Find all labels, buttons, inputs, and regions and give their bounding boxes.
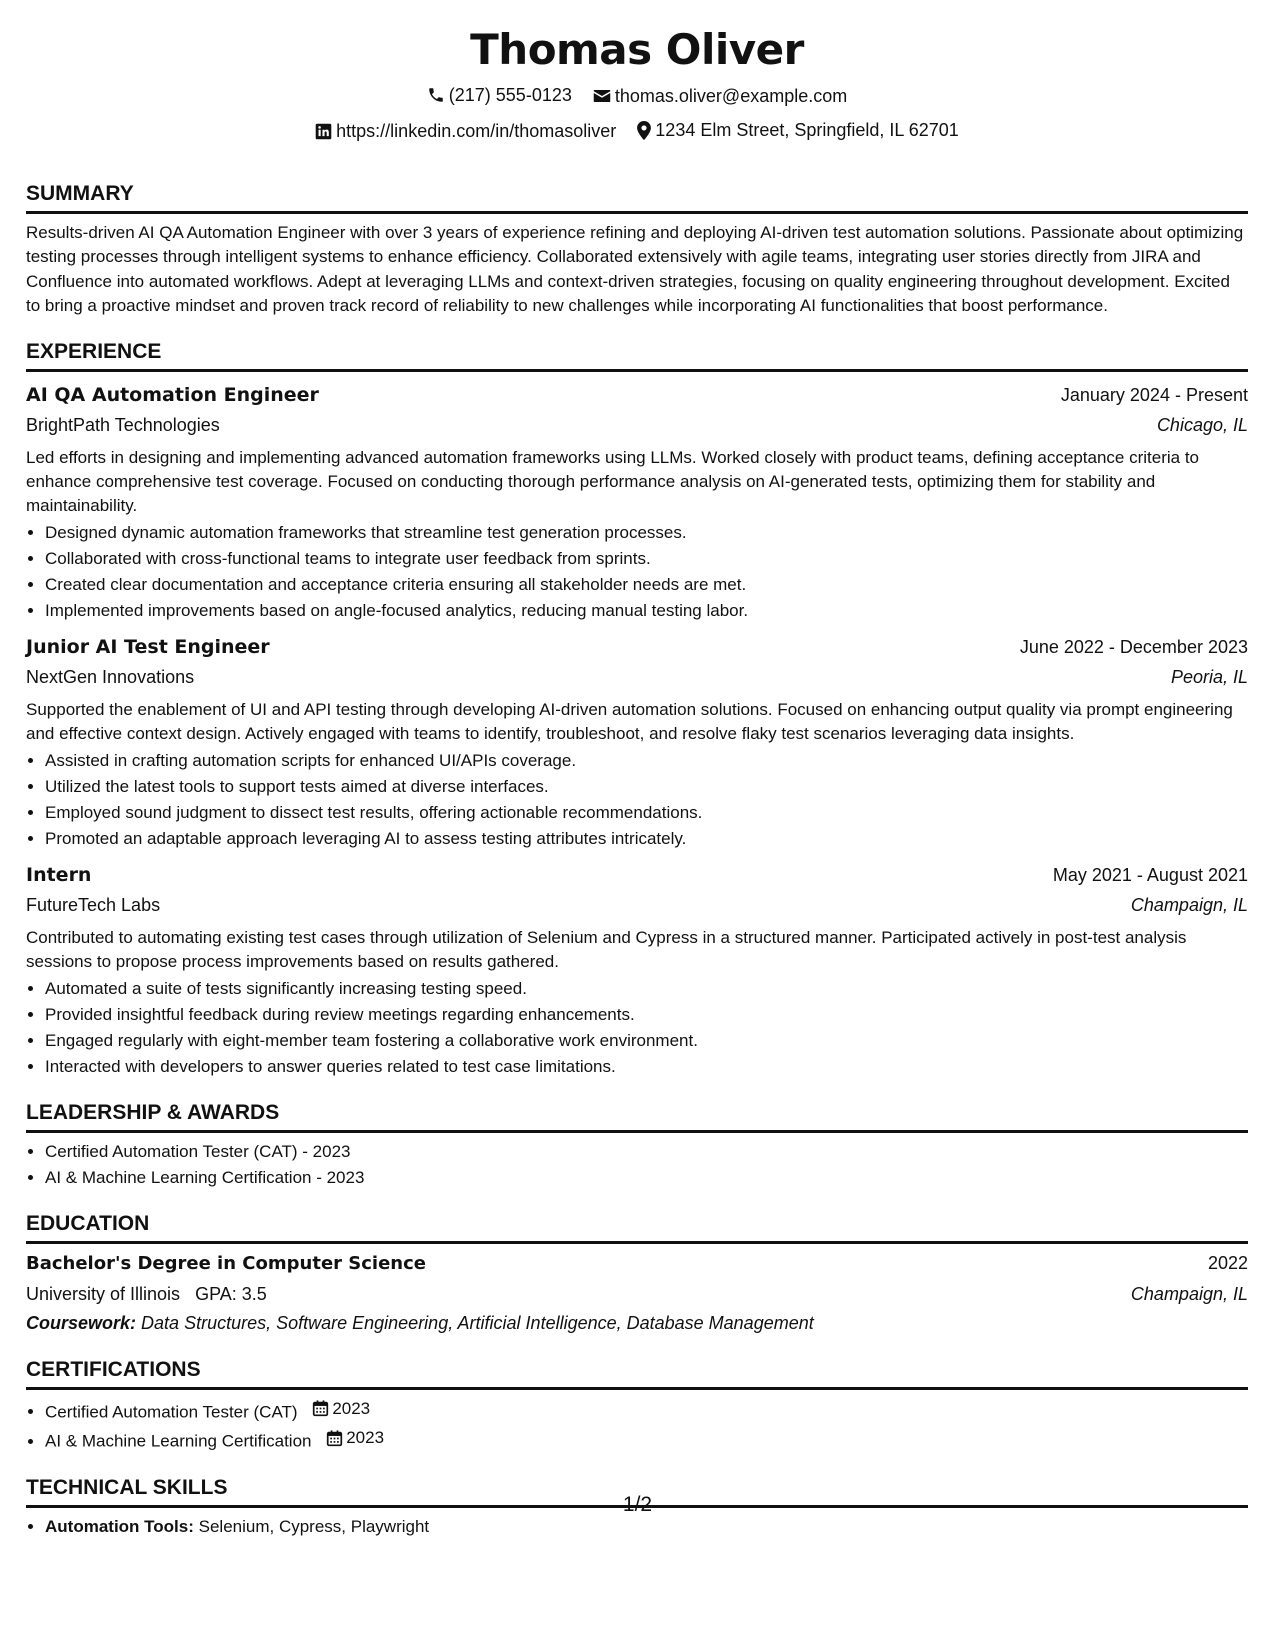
job-company-row xyxy=(26,890,1248,920)
list-item xyxy=(45,1396,1248,1426)
list-item: • Created clear documentation and acceptance criteria ensuring all stakeholder needs are met. xyxy=(45,572,1248,598)
job-date: May 2021 - August 2021 xyxy=(1052,864,1248,885)
gpa: GPA: 3.5 xyxy=(195,1283,267,1304)
experience-section xyxy=(26,339,1248,1080)
list-item: • Assisted in crafting automation scripts for enhanced UI/APIs coverage. xyxy=(45,748,1248,774)
job-company: FutureTech Labs xyxy=(26,894,161,915)
candidate-name: Thomas Oliver xyxy=(470,25,804,74)
envelope-icon xyxy=(593,88,611,104)
job-location: Champaign, IL xyxy=(1130,894,1248,915)
job-description: Led efforts in designing and implementing advanced automation frameworks using LLMs. Worked closely with product teams, defining acceptance criteria to enhance comprehensive test coverage. Focused on conducting thorough performance analysis on AI-generated tests, optimizing them for stability and maintainability. xyxy=(26,447,1199,515)
list-item: • Automated a suite of tests significantly increasing testing speed. xyxy=(45,976,1248,1002)
page-indicator: 1/2 xyxy=(622,1493,653,1516)
coursework xyxy=(26,1309,1248,1337)
school-info xyxy=(26,1279,267,1309)
job-entry xyxy=(26,860,1248,1080)
skill-value: Selenium, Cypress, Playwright xyxy=(198,1516,430,1536)
job-company-row xyxy=(26,662,1248,692)
education-section xyxy=(26,1211,1248,1337)
job-bullets xyxy=(26,976,1248,1080)
school-location: Champaign, IL xyxy=(1130,1283,1248,1304)
job-date: June 2022 - December 2023 xyxy=(1019,636,1248,657)
linkedin-contact[interactable] xyxy=(315,120,616,142)
calendar-icon xyxy=(312,1400,329,1417)
email-contact[interactable] xyxy=(593,85,847,107)
certifications-list xyxy=(26,1396,1248,1455)
list-item xyxy=(45,1425,1248,1455)
skill-label: Automation Tools: xyxy=(45,1516,194,1536)
phone-text: (217) 555-0123 xyxy=(448,85,572,105)
job-date: January 2024 - Present xyxy=(1060,384,1248,405)
address-text: 1234 Elm Street, Springfield, IL 62701 xyxy=(655,120,959,140)
list-item: • Utilized the latest tools to support tests aimed at diverse interfaces. xyxy=(45,774,1248,800)
list-item: • Designed dynamic automation frameworks that streamline test generation processes. xyxy=(45,520,1248,546)
job-company: BrightPath Technologies xyxy=(26,414,220,435)
contact-row-2 xyxy=(26,119,1248,145)
skills-list xyxy=(26,1514,1248,1540)
list-item: • AI & Machine Learning Certification - 2023 xyxy=(45,1165,1248,1191)
summary-heading: SUMMARY xyxy=(26,181,1248,214)
job-description: Supported the enablement of UI and API testing through developing AI-driven automation solutions. Focused on enhancing output quality via prompt engineering and effective context design. Actively engaged with teams to identify, troubleshoot, and resolve flaky test scenarios leveraging data insights. xyxy=(26,699,1233,743)
list-item: • Provided insightful feedback during review meetings regarding enhancements. xyxy=(45,1002,1248,1028)
leadership-list xyxy=(26,1139,1248,1191)
map-pin-icon xyxy=(637,121,651,140)
coursework-label: Coursework: xyxy=(26,1312,137,1333)
job-title-row xyxy=(26,632,1248,662)
skills-heading: TECHNICAL SKILLS xyxy=(26,1475,1248,1508)
address-contact xyxy=(637,119,959,141)
list-item: • Interacted with developers to answer queries related to test case limitations. xyxy=(45,1054,1248,1080)
job-entry xyxy=(26,632,1248,852)
cert-year: 2023 xyxy=(346,1428,385,1447)
contact-row-1 xyxy=(26,84,1248,109)
list-item xyxy=(45,1514,1248,1540)
list-item: • Implemented improvements based on angle-focused analytics, reducing manual testing labor. xyxy=(45,598,1248,624)
resume-page xyxy=(26,0,1248,1540)
cert-year: 2023 xyxy=(332,1398,371,1418)
summary-text: Results-driven AI QA Automation Engineer with over 3 years of experience refining and deploying AI-driven test automation solutions. Passionate about optimizing testing processes through intelligent systems to enhance efficiency. Collaborated extensively with agile teams, integrating user stories directly from JIRA and Confluence into automated workflows. Adept at leveraging LLMs and context-driven strategies, focusing on quality engineering throughout development. Excited to bring a proactive mindset and proven track record of reliability to new challenges while incorporating AI functionalities that boost performance. xyxy=(26,222,1244,315)
summary-section xyxy=(26,181,1248,319)
experience-heading: EXPERIENCE xyxy=(26,339,1248,372)
job-description: Contributed to automating existing test cases through utilization of Selenium and Cypress in a structured manner. Participated actively in post-test analysis sessions to propose process improvements based on results gathered. xyxy=(26,927,1187,971)
list-item: • Promoted an adaptable approach leveraging AI to assess testing attributes intricately. xyxy=(45,826,1248,852)
job-title: AI QA Automation Engineer xyxy=(26,383,319,406)
linkedin-text: https://linkedin.com/in/thomasoliver xyxy=(336,121,617,141)
certifications-heading: CERTIFICATIONS xyxy=(26,1357,1248,1390)
job-title-row xyxy=(26,380,1248,410)
list-item: • Certified Automation Tester (CAT) - 2023 xyxy=(45,1139,1248,1165)
school-name: University of Illinois xyxy=(26,1283,181,1304)
cert-name: Certified Automation Tester (CAT) xyxy=(45,1402,298,1421)
list-item: • Engaged regularly with eight-member team fostering a collaborative work environment. xyxy=(45,1028,1248,1054)
phone-icon xyxy=(427,86,445,104)
linkedin-icon xyxy=(315,123,332,140)
job-company: NextGen Innovations xyxy=(26,666,195,687)
job-bullets xyxy=(26,520,1248,624)
phone-contact xyxy=(427,84,572,106)
email-text: thomas.oliver@example.com xyxy=(614,86,848,106)
job-location: Peoria, IL xyxy=(1170,666,1248,687)
cert-name: AI & Machine Learning Certification xyxy=(45,1431,312,1451)
cert-date xyxy=(312,1396,370,1422)
job-bullets xyxy=(26,748,1248,852)
coursework-list: Data Structures, Software Engineering, Artificial Intelligence, Database Management xyxy=(141,1312,814,1333)
job-entry xyxy=(26,380,1248,624)
job-location: Chicago, IL xyxy=(1156,414,1248,435)
job-title-row xyxy=(26,860,1248,890)
degree-title: Bachelor's Degree in Computer Science xyxy=(26,1252,426,1274)
certifications-section xyxy=(26,1357,1248,1455)
cert-date xyxy=(326,1425,384,1451)
leadership-heading: LEADERSHIP & AWARDS xyxy=(26,1100,1248,1133)
list-item: • Collaborated with cross-functional teams to integrate user feedback from sprints. xyxy=(45,546,1248,572)
education-heading: EDUCATION xyxy=(26,1211,1248,1244)
graduation-year: 2022 xyxy=(1207,1252,1248,1273)
leadership-section xyxy=(26,1100,1248,1191)
job-title: Intern xyxy=(26,863,92,886)
list-item: • Employed sound judgment to dissect test results, offering actionable recommendations. xyxy=(45,800,1248,826)
education-school-row xyxy=(26,1279,1248,1309)
calendar-icon xyxy=(326,1430,343,1447)
job-title: Junior AI Test Engineer xyxy=(26,635,270,658)
education-degree-row xyxy=(26,1248,1248,1279)
job-company-row xyxy=(26,410,1248,440)
